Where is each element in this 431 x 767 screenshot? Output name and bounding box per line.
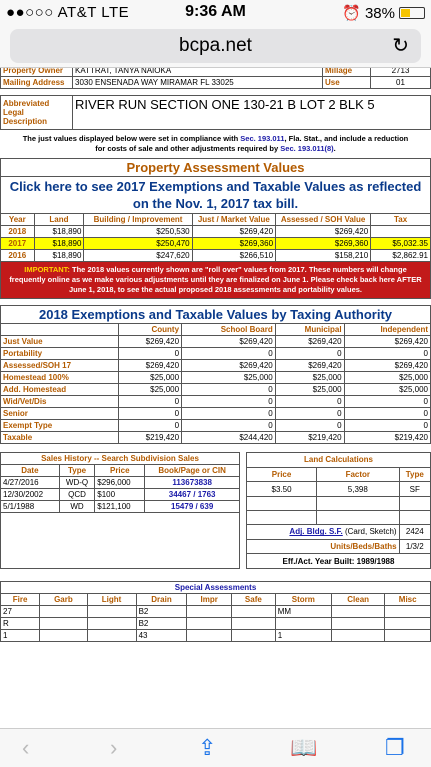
special-header bbox=[1, 594, 431, 606]
special-row bbox=[1, 630, 431, 642]
clock: 9:36 AM bbox=[185, 3, 246, 20]
cell: SF bbox=[399, 482, 430, 497]
cell: $244,420 bbox=[182, 432, 276, 444]
row-label: Assessed/SOH 17 bbox=[1, 360, 119, 372]
special-assessments-table bbox=[0, 581, 431, 642]
cell: $266,510 bbox=[192, 250, 275, 262]
owner-value: KATTRAT, TANYA NAIOKA bbox=[73, 68, 323, 77]
cell: $269,420 bbox=[276, 226, 371, 238]
assessment-table bbox=[0, 158, 431, 299]
land-table bbox=[246, 452, 431, 569]
carrier-signal: ●●○○○ AT&T LTE bbox=[6, 4, 130, 21]
adj-extra: (Card, Sketch) bbox=[342, 527, 397, 537]
sales-row bbox=[1, 477, 240, 489]
exemption-row bbox=[1, 408, 431, 420]
col: Garb bbox=[40, 594, 87, 606]
col: Storm bbox=[275, 594, 331, 606]
cell: $269,420 bbox=[344, 336, 430, 348]
row-label: Portability bbox=[1, 348, 119, 360]
cell bbox=[385, 630, 431, 642]
cell: $18,890 bbox=[34, 226, 84, 238]
row-label: Taxable bbox=[1, 432, 119, 444]
col: Clean bbox=[331, 594, 385, 606]
cell: $25,000 bbox=[119, 384, 182, 396]
cell bbox=[232, 630, 276, 642]
reload-icon[interactable]: ↻ bbox=[392, 35, 409, 57]
cell: B2 bbox=[136, 606, 187, 618]
cell: $18,890 bbox=[34, 250, 84, 262]
col: Fire bbox=[1, 594, 40, 606]
cell: $269,360 bbox=[276, 238, 371, 250]
status-bar bbox=[0, 0, 431, 26]
col-factor: Factor bbox=[317, 467, 399, 482]
exemption-row bbox=[1, 348, 431, 360]
cell: $25,000 bbox=[275, 384, 344, 396]
cell: 2017 bbox=[1, 238, 35, 250]
row-label: Add. Homestead bbox=[1, 384, 119, 396]
cell bbox=[317, 510, 399, 524]
land-title: Land Calculations bbox=[247, 453, 431, 468]
important-text: The 2018 values currently shown are "roll over" values from 2017. These numbers will change frequently online as we make various adjustments until they are finalized on June 1. Please check back here AFTER June 1, 2018, to see the actual proposed 2018 assessments and portability values. bbox=[9, 265, 422, 294]
cell: $269,420 bbox=[182, 360, 276, 372]
cell: 0 bbox=[344, 396, 430, 408]
cell bbox=[331, 618, 385, 630]
cell: $25,000 bbox=[344, 384, 430, 396]
exemption-row bbox=[1, 420, 431, 432]
cell: 43 bbox=[136, 630, 187, 642]
battery-icon bbox=[399, 7, 425, 19]
url-text: bcpa.net bbox=[179, 35, 252, 56]
special-title: Special Assessments bbox=[1, 582, 431, 594]
cell: 0 bbox=[182, 396, 276, 408]
exemption-row bbox=[1, 384, 431, 396]
battery-status bbox=[342, 4, 425, 22]
assessment-row-highlighted bbox=[1, 238, 431, 250]
exemptions-title: 2018 Exemptions and Taxable Values by Taxing Authority bbox=[1, 306, 431, 324]
share-icon[interactable]: ⇪ bbox=[198, 735, 217, 760]
cell: 0 bbox=[182, 408, 276, 420]
use-label: Use bbox=[323, 77, 371, 89]
cell: 0 bbox=[275, 408, 344, 420]
exemptions-2017-link[interactable]: Click here to see 2017 Exemptions and Taxable Values as reflected on the Nov. 1, 2017 tax bill. bbox=[1, 177, 431, 214]
exemption-row bbox=[1, 336, 431, 348]
sales-row bbox=[1, 501, 240, 513]
col-price: Price bbox=[95, 465, 145, 477]
sales-row bbox=[1, 489, 240, 501]
units-label: Units/Beds/Baths bbox=[247, 539, 400, 554]
cell: WD bbox=[59, 501, 95, 513]
row-label: Senior bbox=[1, 408, 119, 420]
assessment-header bbox=[1, 214, 431, 226]
land-row bbox=[247, 482, 431, 497]
cell: 0 bbox=[119, 408, 182, 420]
notice-text: The just values displayed below were set in compliance with bbox=[22, 134, 241, 143]
cell: 4/27/2016 bbox=[1, 477, 60, 489]
cell: $3.50 bbox=[247, 482, 317, 497]
cell bbox=[275, 618, 331, 630]
col-type: Type bbox=[59, 465, 95, 477]
col-just: Just / Market Value bbox=[192, 214, 275, 226]
cell: 0 bbox=[182, 420, 276, 432]
col-date: Date bbox=[1, 465, 60, 477]
year-built: Eff./Act. Year Built: 1989/1988 bbox=[247, 554, 431, 569]
cell: $269,420 bbox=[192, 226, 275, 238]
mailing-label: Mailing Address bbox=[1, 77, 73, 89]
cell: R bbox=[1, 618, 40, 630]
col-building: Building / Improvement bbox=[84, 214, 192, 226]
exemption-row bbox=[1, 432, 431, 444]
col-price: Price bbox=[247, 467, 317, 482]
cell bbox=[87, 606, 136, 618]
cell: $219,420 bbox=[344, 432, 430, 444]
cell bbox=[371, 226, 431, 238]
cell: 1 bbox=[1, 630, 40, 642]
cell: $219,420 bbox=[119, 432, 182, 444]
adj-value: 2424 bbox=[399, 524, 430, 539]
legal-label: Abbreviated Legal Description bbox=[1, 96, 73, 130]
cell: 5/1/1988 bbox=[1, 501, 60, 513]
cell: 0 bbox=[275, 396, 344, 408]
millage-value: 2713 bbox=[371, 68, 431, 77]
col: Impr bbox=[187, 594, 232, 606]
row-label: Exempt Type bbox=[1, 420, 119, 432]
col-county: County bbox=[119, 324, 182, 336]
cell: $100 bbox=[95, 489, 145, 501]
cell: 0 bbox=[344, 348, 430, 360]
cell: 0 bbox=[182, 384, 276, 396]
forward-icon[interactable]: › bbox=[110, 735, 118, 760]
cell bbox=[40, 618, 87, 630]
sales-land-section bbox=[0, 452, 431, 569]
cell: 0 bbox=[275, 420, 344, 432]
cell: QCD bbox=[59, 489, 95, 501]
cell bbox=[331, 606, 385, 618]
cell bbox=[232, 606, 276, 618]
cell: $269,420 bbox=[275, 336, 344, 348]
cell: $250,530 bbox=[84, 226, 192, 238]
cell: $5,032.35 bbox=[371, 238, 431, 250]
cell: 2018 bbox=[1, 226, 35, 238]
sales-empty bbox=[1, 513, 240, 569]
assessment-title: Property Assessment Values bbox=[1, 159, 431, 177]
sales-table bbox=[0, 452, 240, 569]
book-link[interactable]: 34467 / 1763 bbox=[145, 489, 240, 501]
adj-bldg-link[interactable]: Adj. Bldg. S.F. bbox=[289, 527, 343, 537]
col: Safe bbox=[232, 594, 276, 606]
sales-header bbox=[1, 465, 240, 477]
cell: $296,000 bbox=[95, 477, 145, 489]
sales-title[interactable]: Sales History -- Search Subdivision Sales bbox=[1, 453, 240, 465]
cell: 0 bbox=[119, 396, 182, 408]
sec-193-011-link[interactable]: Sec. 193.011 bbox=[240, 134, 285, 143]
notice-text-2: , Fla. Stat., and include a reduction for costs of sale and other adjustments required by bbox=[95, 134, 409, 153]
col-independent: Independent bbox=[344, 324, 430, 336]
col-year: Year bbox=[1, 214, 35, 226]
cell: $219,420 bbox=[275, 432, 344, 444]
cell: 0 bbox=[344, 420, 430, 432]
cell bbox=[247, 496, 317, 510]
col-land: Land bbox=[34, 214, 84, 226]
exemption-row bbox=[1, 396, 431, 408]
col-book: Book/Page or CIN bbox=[145, 465, 240, 477]
cell bbox=[40, 630, 87, 642]
browser-toolbar bbox=[0, 728, 431, 767]
cell: $25,000 bbox=[182, 372, 276, 384]
exemption-row bbox=[1, 360, 431, 372]
cell: $269,420 bbox=[275, 360, 344, 372]
back-icon[interactable]: ‹ bbox=[22, 735, 30, 760]
cell bbox=[399, 510, 430, 524]
owner-table bbox=[0, 68, 431, 89]
cell bbox=[87, 618, 136, 630]
battery-percent: 38% bbox=[364, 4, 395, 22]
land-header bbox=[247, 467, 431, 482]
col-municipal: Municipal bbox=[275, 324, 344, 336]
cell: $2,862.91 bbox=[371, 250, 431, 262]
important-label: IMPORTANT: bbox=[24, 265, 70, 274]
book-link[interactable]: 15479 / 639 bbox=[145, 501, 240, 513]
assessment-row bbox=[1, 250, 431, 262]
special-row bbox=[1, 618, 431, 630]
important-notice bbox=[1, 262, 431, 299]
cell: 12/30/2002 bbox=[1, 489, 60, 501]
cell bbox=[40, 606, 87, 618]
cell: 2016 bbox=[1, 250, 35, 262]
cell: B2 bbox=[136, 618, 187, 630]
cell: 0 bbox=[119, 420, 182, 432]
cell bbox=[385, 606, 431, 618]
cell: 0 bbox=[119, 348, 182, 360]
cell: $269,420 bbox=[119, 336, 182, 348]
cell bbox=[317, 496, 399, 510]
mailing-value: 3030 ENSENADA WAY MIRAMAR FL 33025 bbox=[73, 77, 323, 89]
exemption-row bbox=[1, 372, 431, 384]
special-row bbox=[1, 606, 431, 618]
row-label: Wid/Vet/Dis bbox=[1, 396, 119, 408]
col-type: Type bbox=[399, 467, 430, 482]
cell: $25,000 bbox=[344, 372, 430, 384]
cell: 0 bbox=[275, 348, 344, 360]
bookmarks-icon[interactable]: 📖 bbox=[290, 735, 318, 760]
cell: MM bbox=[275, 606, 331, 618]
cell: $250,470 bbox=[84, 238, 192, 250]
cell: 1 bbox=[275, 630, 331, 642]
notice-period: . bbox=[333, 144, 336, 153]
compliance-notice bbox=[0, 130, 431, 158]
cell: 0 bbox=[344, 408, 430, 420]
cell bbox=[187, 606, 232, 618]
cell: $269,420 bbox=[344, 360, 430, 372]
cell: $247,620 bbox=[84, 250, 192, 262]
cell: WD-Q bbox=[59, 477, 95, 489]
exemptions-table bbox=[0, 305, 431, 444]
col-tax: Tax bbox=[371, 214, 431, 226]
cell: $25,000 bbox=[275, 372, 344, 384]
adj-bldg bbox=[247, 524, 400, 539]
col-school: School Board bbox=[182, 324, 276, 336]
col-blank bbox=[1, 324, 119, 336]
cell: 5,398 bbox=[317, 482, 399, 497]
cell: $18,890 bbox=[34, 238, 84, 250]
col: Misc bbox=[385, 594, 431, 606]
page-content bbox=[0, 68, 431, 728]
cell: $269,420 bbox=[182, 336, 276, 348]
cell bbox=[187, 630, 232, 642]
cell bbox=[331, 630, 385, 642]
units-value: 1/3/2 bbox=[399, 539, 430, 554]
sec-193-011-8-link[interactable]: Sec. 193.011(8) bbox=[280, 144, 334, 153]
address-bar[interactable] bbox=[0, 26, 431, 68]
book-link[interactable]: 113673838 bbox=[145, 477, 240, 489]
col-assessed: Assessed / SOH Value bbox=[276, 214, 371, 226]
cell: 27 bbox=[1, 606, 40, 618]
cell: $121,100 bbox=[95, 501, 145, 513]
cell bbox=[385, 618, 431, 630]
row-label: Homestead 100% bbox=[1, 372, 119, 384]
use-value: 01 bbox=[371, 77, 431, 89]
cell: $158,210 bbox=[276, 250, 371, 262]
tabs-icon[interactable]: ❐ bbox=[385, 735, 405, 760]
col: Light bbox=[87, 594, 136, 606]
cell bbox=[232, 618, 276, 630]
cell: 0 bbox=[182, 348, 276, 360]
row-label: Just Value bbox=[1, 336, 119, 348]
legal-value: RIVER RUN SECTION ONE 130-21 B LOT 2 BLK 5 bbox=[73, 96, 431, 130]
cell bbox=[87, 630, 136, 642]
assessment-row bbox=[1, 226, 431, 238]
legal-table bbox=[0, 95, 431, 130]
url-field[interactable] bbox=[10, 29, 421, 63]
exemptions-header bbox=[1, 324, 431, 336]
cell: $269,420 bbox=[119, 360, 182, 372]
cell: $269,360 bbox=[192, 238, 275, 250]
cell bbox=[187, 618, 232, 630]
cell bbox=[399, 496, 430, 510]
col: Drain bbox=[136, 594, 187, 606]
cell: $25,000 bbox=[119, 372, 182, 384]
millage-label: Millage bbox=[323, 68, 371, 77]
cell bbox=[247, 510, 317, 524]
alarm-icon: ⏰ bbox=[342, 5, 361, 22]
owner-label: Property Owner bbox=[1, 68, 73, 77]
